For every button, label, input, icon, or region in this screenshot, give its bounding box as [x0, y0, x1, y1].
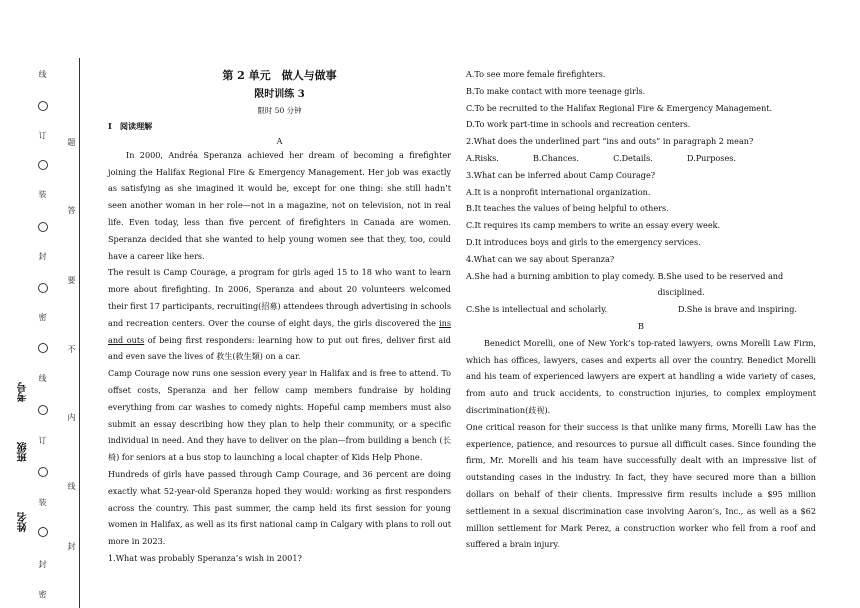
passage-label: B — [638, 320, 644, 331]
binding-margin — [0, 0, 88, 608]
margin-char: 装 — [38, 498, 47, 506]
passage-a-paragraph-4: Hundreds of girls have passed through Camp Courage, and 36 percent are doing exactly what 52-year-old Speranza hoped they would: working as first responders across the country. This past summer, the camp held its first session for young women in Halifax, as well as its first national camp in Calgary with plans to roll out more in 2023. — [108, 468, 451, 547]
hole-circle — [38, 160, 48, 170]
margin-char: 订 — [38, 436, 47, 444]
q4-option-b: B.She used to be reserved and disciplined. — [657, 270, 784, 298]
passage-label: A — [276, 135, 283, 146]
q2-option-b: B.Chances. — [532, 152, 579, 163]
hole-circle — [38, 527, 48, 537]
hole-circle — [38, 405, 48, 415]
margin-char: 线 — [38, 374, 47, 382]
margin-warning-char: 内 — [67, 413, 76, 421]
question-2: 2.What does the underlined part “ins and outs” in paragraph 2 mean? — [466, 136, 754, 147]
margin-warning-char: 答 — [67, 206, 76, 214]
right-column — [466, 66, 816, 553]
q3-option-c: C.It requires its camp members to write an essay every week. — [466, 220, 721, 231]
binding-line — [79, 58, 80, 608]
q3-option-d: D.It introduces boys and girls to the emergency services. — [466, 236, 701, 247]
time-limit: 限时 50 分钟 — [257, 106, 302, 115]
margin-warning-char: 线 — [67, 482, 76, 490]
margin-char: 封 — [38, 560, 47, 568]
question-1: 1.What was probably Speranza’s wish in 2001? — [108, 552, 302, 563]
question-4: 4.What can we say about Speranza? — [466, 253, 615, 264]
q3-option-b: B.It teaches the values of being helpful to others. — [466, 203, 669, 214]
margin-char: 密 — [38, 590, 47, 598]
hole-circle — [38, 467, 48, 477]
margin-char: 封 — [38, 252, 47, 260]
passage-a-paragraph-3: Camp Courage now runs one session every year in Halifax and is free to attend. To offset costs, Speranza and her fellow camp members fundraise by holding everything from car washes to comedy nights. Hopeful camp members must also submit an essay describing how they plan to help their community, or a specific individual in need. And they have to deliver on the plan—from building a bench (长椅) for seniors at a bus stop to launching a local chapter of Kids Help Phone. — [108, 368, 451, 463]
q2-options — [466, 150, 816, 167]
q1-option-d: D.To work part-time in schools and recreation centers. — [466, 119, 691, 130]
field-name: 姓名 — [18, 512, 29, 532]
hole-circle — [38, 343, 48, 353]
margin-warning-char: 不 — [67, 345, 76, 353]
q1-option-b: B.To make contact with more teenage girls. — [466, 85, 646, 96]
hole-circle — [38, 101, 48, 111]
q4-option-c: C.She is intellectual and scholarly. — [466, 304, 608, 315]
q3-option-a: A.It is a nonprofit international organization. — [466, 186, 651, 197]
question-3: 3.What can be inferred about Camp Courage? — [466, 169, 656, 180]
page-title: 第 2 单元 做人与做事 — [222, 69, 337, 82]
passage-b-paragraph-1: Benedict Morelli, one of New York’s top-rated lawyers, owns Morelli Law Firm, which has offices, lawyers, cases and experts all over the country. Benedict Morelli and his team of experienced lawyers are expert at handling a wide variety of cases, from auto and truck accidents, to construction injuries, to complex employment discrimination(歧视). — [466, 337, 816, 415]
page-subtitle: 限时训练 3 — [254, 89, 305, 100]
hole-circle — [38, 283, 48, 293]
q2-option-a: A.Risks. — [466, 152, 499, 163]
margin-char: 装 — [38, 190, 47, 198]
q4-option-d: D.She is brave and inspiring. — [678, 304, 797, 315]
underlined-phrase: ins and outs — [108, 317, 451, 345]
margin-warning-char: 题 — [67, 138, 76, 146]
margin-char: 密 — [38, 313, 47, 321]
q2-option-c: C.Details. — [613, 152, 653, 163]
margin-warning-char: 封 — [67, 542, 76, 550]
hole-circle — [38, 222, 48, 232]
q4-options-row-1 — [466, 268, 816, 302]
section-heading: Ⅰ 阅读理解 — [108, 121, 153, 131]
passage-a-paragraph-1: In 2000, Andréa Speranza achieved her dream of becoming a firefighter joining the Halifax Regional Fire & Emergency Management. Her job was exactly as satisfying as she imagined it would be, except for one thing: she still hadn’t seen another woman in her role—not in a magazine, not on television, not in real life. Even today, less than five percent of firefighters in Canada are women. Speranza decided that she wanted to help young women see that they, too, could have a career like hers. — [108, 149, 451, 261]
margin-char: 订 — [38, 131, 47, 139]
q4-options-row-2 — [466, 301, 816, 318]
q1-option-a: A.To see more female firefighters. — [466, 69, 606, 79]
margin-warning-char: 要 — [67, 276, 76, 284]
q4-option-a: A.She had a burning ambition to play comedy. — [466, 270, 656, 281]
passage-b-paragraph-2: One critical reason for their success is that unlike many firms, Morelli Law has the experience, patience, and resources to pursue all difficult cases. Since founding the firm, Mr. Morelli and his team have successfully dealt with an impressive list of outstanding cases in the industry. In fact, they have secured more than a billion dollars on behalf of their clients. Impressive firm results include a $95 million settlement in a sexual discrimination case involving Aaron’s, Inc., as well as a $62 million settlement for Mark Perez, a construction worker who fell from a roof and suffered a brain injury. — [466, 421, 816, 550]
q2-option-d: D.Purposes. — [686, 152, 736, 163]
q1-option-c: C.To be recruited to the Halifax Regional Fire & Emergency Management. — [466, 102, 773, 113]
field-exam-number: 考号 — [18, 382, 29, 402]
left-column — [108, 66, 451, 567]
margin-char: 线 — [38, 70, 47, 78]
passage-a-paragraph-2: The result is Camp Courage, a program for girls aged 15 to 18 who want to learn more about firefighting. In 2006, Speranza and about 20 volunteers welcomed their first 17 participants, recruiting(招募) attendees through advertising in schools and recreation centers. Over the course of eight days, the girls discovered the ins and outs of being first responders: learning how to put out fires, deliver first aid and even save the lives of 救生(救生類) on a car. — [108, 267, 451, 362]
field-class: 班级 — [18, 442, 29, 462]
